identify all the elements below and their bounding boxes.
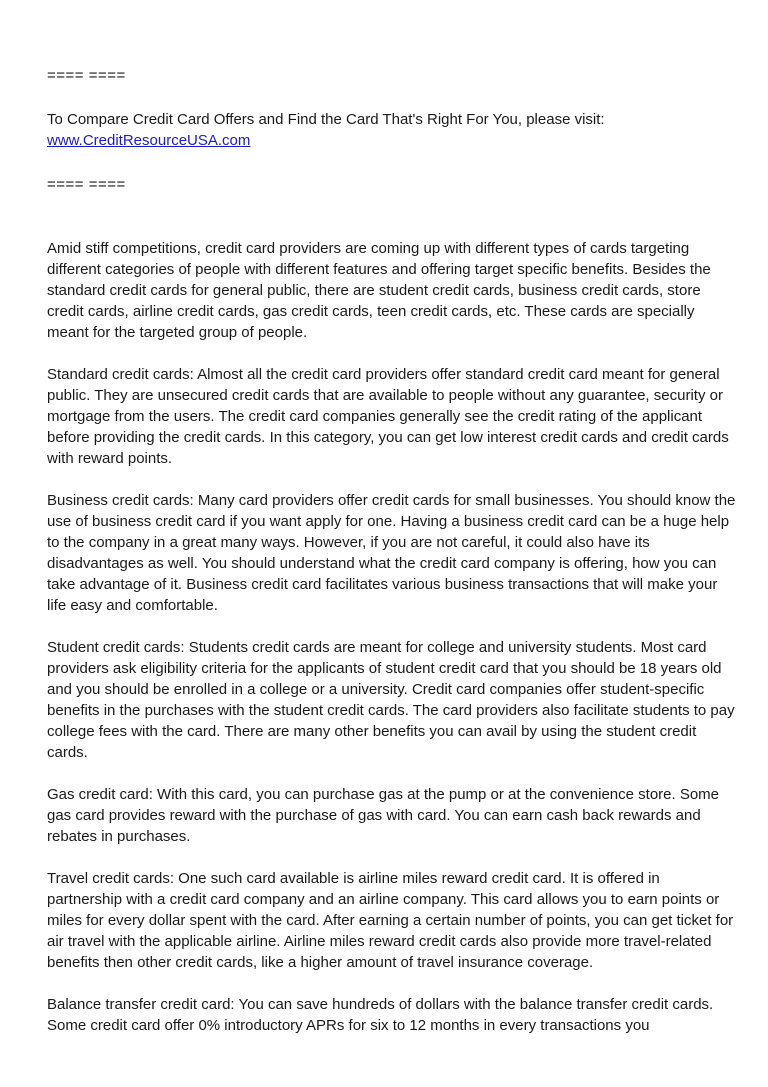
paragraph-balance-transfer-cards: Balance transfer credit card: You can save hundreds of dollars with the balance transfer credit cards. Some credit card offer 0% introductory APRs for six to 12 months in every transactions you — [47, 996, 714, 1034]
promo-block — [47, 109, 737, 151]
promo-link[interactable]: www.CreditResourceUSA.com — [47, 132, 251, 149]
paragraph-standard-cards: Standard credit cards: Almost all the credit card providers offer standard credit card meant for general public. They are unsecured credit cards that are available to people without any guarantee, security or mortgage from the users. The credit card companies generally see the credit rating of the applicant before providing the credit cards. In this category, you can get low interest credit cards and credit cards with reward points. — [47, 366, 729, 467]
document-page — [47, 65, 737, 1036]
paragraph-intro: Amid stiff competitions, credit card providers are coming up with different types of cards targeting different categories of people with different features and offering target specific benefits. Besides the standard credit cards for general public, there are student credit cards, business credit cards, store credit cards, airline credit cards, gas credit cards, teen credit cards, etc. These cards are specially meant for the targeted group of people. — [47, 240, 711, 341]
paragraph-gas-cards: Gas credit card: With this card, you can purchase gas at the pump or at the convenience store. Some gas card provides reward with the purchase of gas with card. You can earn cash back rewards and rebates in purchases. — [47, 786, 720, 845]
paragraph-student-cards: Student credit cards: Students credit cards are meant for college and university students. Most card providers ask eligibility criteria for the applicants of student credit card that you should be 18 years old and you should be enrolled in a college or a university. Credit card companies offer student-specific benefits in the purchases with the student credit cards. The card providers also facilitate students to pay college fees with the card. There are many other benefits you can avail by using the student credit cards. — [47, 639, 735, 761]
separator-top: ==== ==== — [47, 67, 126, 84]
paragraph-travel-cards: Travel credit cards: One such card available is airline miles reward credit card. It is offered in partnership with a credit card company and an airline company. This card allows you to earn points or miles for every dollar spent with the card. After earning a certain number of points, you can get ticket for air travel with the applicable airline. Airline miles reward credit cards also provide more travel-related benefits then other credit cards, like a higher amount of travel insurance coverage. — [47, 870, 734, 971]
promo-text: To Compare Credit Card Offers and Find the Card That's Right For You, please visit: — [47, 111, 605, 128]
paragraph-business-cards: Business credit cards: Many card providers offer credit cards for small businesses. You should know the use of business credit card if you want apply for one. Having a business credit card can be a huge help to the company in a great many ways. However, if you are not careful, it could also have its disadvantages as well. You should understand what the credit card company is offering, how you can take advantage of it. Business credit card facilitates various business transactions that will make your life easy and comfortable. — [47, 492, 736, 614]
separator-bottom: ==== ==== — [47, 176, 126, 193]
